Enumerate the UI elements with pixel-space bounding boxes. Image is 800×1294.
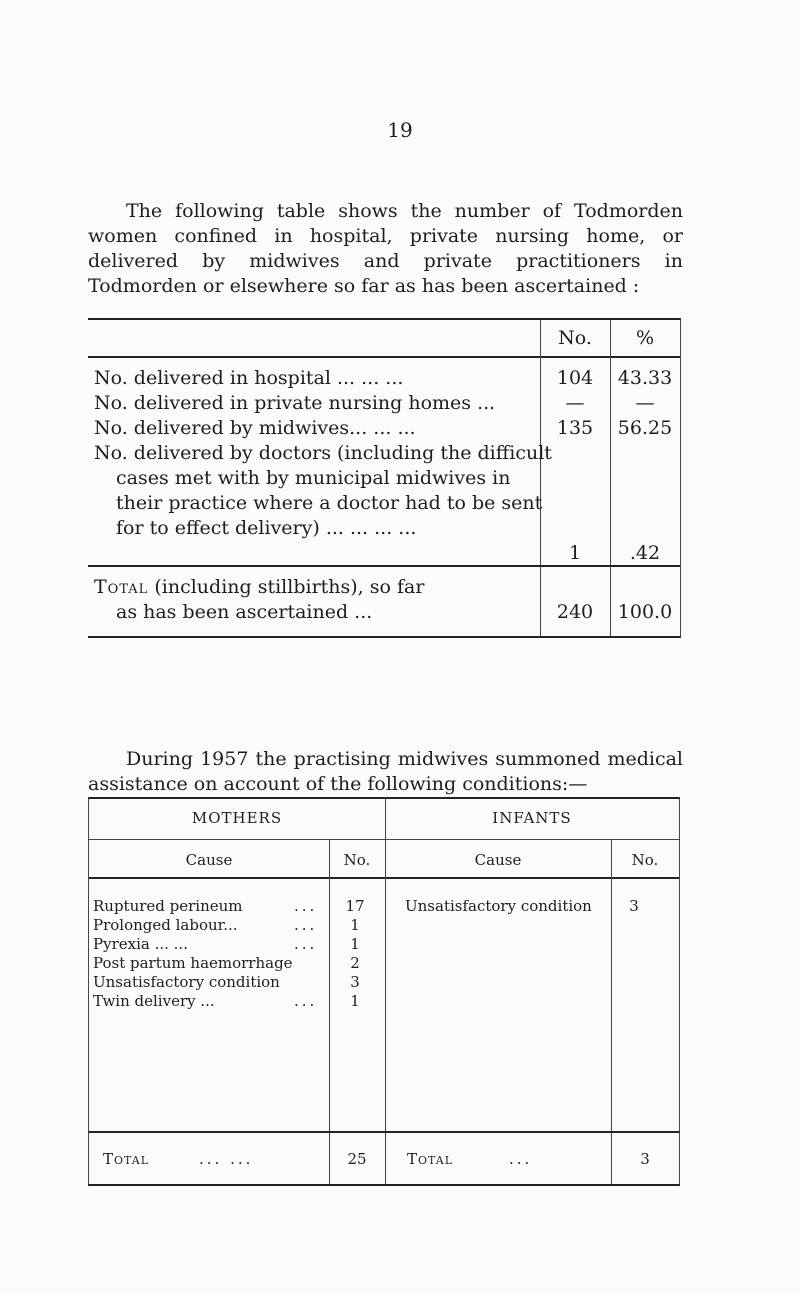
infants-total-label: Total bbox=[407, 1150, 454, 1168]
infants-header: INFANTS bbox=[492, 809, 572, 827]
row-percent: 56.25 bbox=[617, 417, 673, 439]
mother-cause: Unsatisfactory condition bbox=[93, 973, 280, 991]
mother-cause: Pyrexia ... ... bbox=[93, 935, 188, 953]
total-label-line2: as has been ascertained ... bbox=[116, 601, 373, 623]
header-number: No. bbox=[558, 327, 592, 349]
leader-dots: ... bbox=[294, 897, 318, 915]
mother-no: 2 bbox=[350, 954, 360, 972]
mothers-no-header: No. bbox=[343, 851, 371, 869]
mothers-cause-header: Cause bbox=[185, 851, 233, 869]
row-percent: 43.33 bbox=[617, 367, 673, 389]
total-divider bbox=[88, 565, 680, 567]
list-item bbox=[89, 973, 679, 992]
conditions-table bbox=[88, 797, 680, 1186]
list-item bbox=[89, 954, 679, 973]
row-percent: — bbox=[635, 392, 655, 414]
mother-cause: Ruptured perineum bbox=[93, 897, 243, 915]
row-label: No. delivered by midwives... ... ... bbox=[94, 417, 416, 439]
header-percent: % bbox=[635, 327, 655, 349]
group-header-row bbox=[89, 799, 679, 840]
mother-no: 1 bbox=[350, 935, 360, 953]
infant-no: 3 bbox=[629, 897, 639, 915]
total-label bbox=[94, 575, 534, 625]
mother-cause: Prolonged labour... bbox=[93, 916, 238, 934]
intro-paragraph: The following table shows the number of Todmorden women confined in hospital, private nursing home, or delivered by midwives and private practitioners in Todmorden or elsewhere so far as has been ascertained : bbox=[88, 200, 683, 297]
mother-no: 3 bbox=[350, 973, 360, 991]
row-label: No. delivered in hospital ... ... ... bbox=[94, 367, 404, 389]
list-item bbox=[89, 935, 679, 954]
total-percent: 100.0 bbox=[617, 601, 673, 623]
row-label: No. delivered in private nursing homes ... bbox=[94, 392, 496, 414]
list-item bbox=[89, 897, 679, 916]
mothers-total-dots: ... ... bbox=[199, 1150, 254, 1168]
row-number: 104 bbox=[556, 367, 594, 389]
total-label-line1: (including stillbirths), so far bbox=[148, 576, 425, 598]
second-paragraph: During 1957 the practising midwives summoned medical assistance on account of the following conditions:— bbox=[88, 748, 683, 795]
list-item bbox=[89, 916, 679, 935]
mother-no: 1 bbox=[350, 992, 360, 1010]
mother-no: 1 bbox=[350, 916, 360, 934]
leader-dots: ... bbox=[294, 916, 318, 934]
totals-row bbox=[89, 1131, 679, 1184]
page-number: 19 bbox=[387, 118, 413, 142]
confinement-table bbox=[88, 318, 681, 638]
row-number: — bbox=[565, 392, 585, 414]
leader-dots: ... bbox=[294, 992, 318, 1010]
infants-total-dots: ... bbox=[509, 1150, 533, 1168]
mother-no: 17 bbox=[345, 897, 365, 915]
mothers-total-label: Total bbox=[103, 1150, 150, 1168]
row-label: No. delivered by doctors (including the difficult cases met with by municipal midwives in their practice where a doctor had to be sent for to effect delivery) ... ... ... ... bbox=[94, 442, 552, 539]
mothers-total-no: 25 bbox=[347, 1150, 367, 1168]
total-number: 240 bbox=[556, 601, 594, 623]
infants-total-no: 3 bbox=[640, 1150, 650, 1168]
list-item bbox=[89, 992, 679, 1011]
row-percent: .42 bbox=[629, 542, 661, 564]
table-header-row bbox=[88, 320, 680, 358]
infant-cause: Unsatisfactory condition bbox=[405, 897, 592, 915]
row-number: 135 bbox=[556, 417, 594, 439]
mother-cause: Post partum haemorrhage bbox=[93, 954, 293, 972]
infants-cause-header: Cause bbox=[474, 851, 522, 869]
mother-cause: Twin delivery ... bbox=[93, 992, 215, 1010]
leader-dots: ... bbox=[294, 935, 318, 953]
total-caps: Total bbox=[94, 576, 149, 598]
mothers-header: MOTHERS bbox=[191, 809, 283, 827]
row-number: 1 bbox=[568, 542, 582, 564]
infants-no-header: No. bbox=[631, 851, 659, 869]
